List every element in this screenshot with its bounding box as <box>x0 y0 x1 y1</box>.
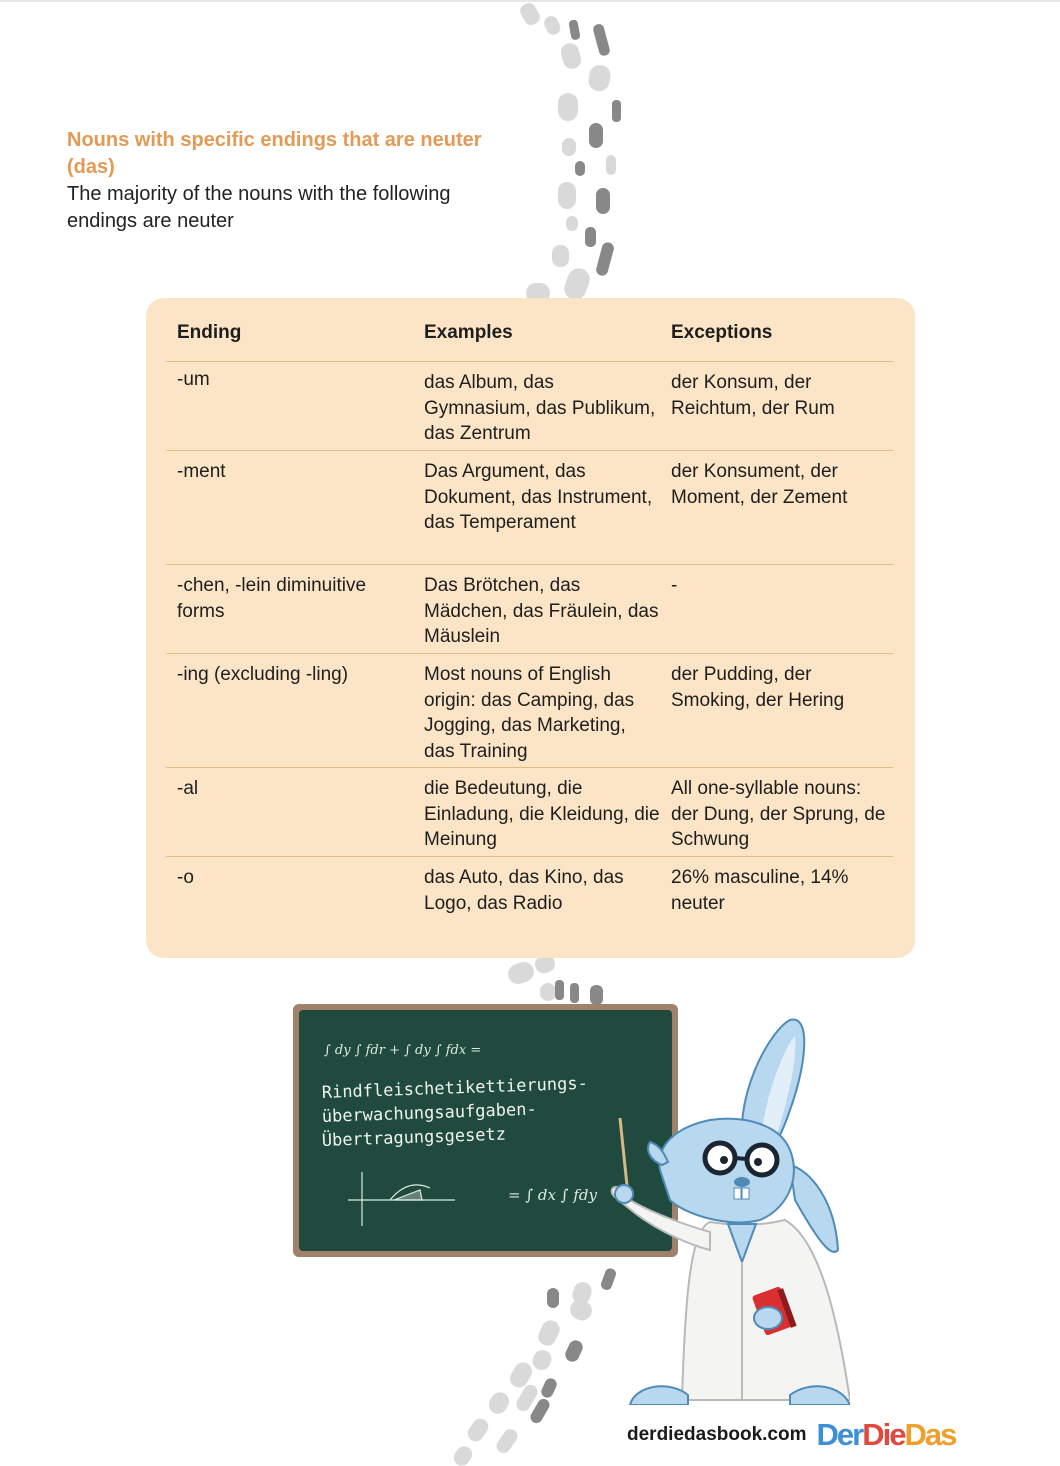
cell-ending: -um <box>177 369 210 390</box>
cell-exceptions: All one-syllable nouns: der Dung, der Sprung, de Schwung <box>671 778 886 850</box>
section-title: Nouns with specific endings that are neuter (das) <box>67 129 482 178</box>
header-examples: Examples <box>424 322 513 343</box>
table-row <box>166 362 893 451</box>
derdiedas-logo <box>817 1417 956 1453</box>
cell-exceptions: der Konsum, der Reichtum, der Rum <box>671 372 835 419</box>
cell-exceptions: der Konsument, der Moment, der Zement <box>671 461 848 508</box>
section-heading <box>67 127 487 235</box>
cell-examples: die Bedeutung, die Einladung, die Kleidung, die Meinung <box>424 778 660 850</box>
professor-bunny-illustration <box>290 1000 850 1405</box>
cell-exceptions: 26% masculine, 14% neuter <box>671 867 849 914</box>
table-row <box>166 857 893 927</box>
cell-ending: -al <box>177 778 199 799</box>
cell-ending: -o <box>177 867 194 888</box>
chalk-word-line-3: Übertragungsgesetz <box>321 1124 507 1151</box>
table-row <box>166 768 893 857</box>
cell-examples: Das Brötchen, das Mädchen, das Fräulein, das Mäuslein <box>424 575 659 647</box>
logo-die: Die <box>862 1417 905 1452</box>
chalk-word-line-2: überwachungsaufgaben- <box>321 1099 537 1127</box>
header-exceptions: Exceptions <box>671 322 773 343</box>
cell-exceptions: der Pudding, der Smoking, der Hering <box>671 664 845 711</box>
logo-der: Der <box>816 1417 863 1452</box>
section-subtitle: The majority of the nouns with the following endings are neuter <box>67 183 451 232</box>
cell-examples: das Auto, das Kino, das Logo, das Radio <box>424 867 624 914</box>
chalk-word-line-1: Rindfleischetikettierungs- <box>321 1073 589 1103</box>
site-link[interactable]: derdiedasbook.com <box>627 1424 807 1445</box>
cell-exceptions: - <box>671 575 678 596</box>
endings-card <box>146 298 915 958</box>
chalk-formula-top: ∫ dy ∫ fdr + ∫ dy ∫ fdx = <box>324 1043 482 1058</box>
cell-ending: -ing (excluding -ling) <box>177 664 349 685</box>
chalk-formula-bottom: = ∫ dx ∫ fdy <box>508 1186 597 1204</box>
header-ending: Ending <box>177 322 242 343</box>
table-row <box>166 451 893 565</box>
cell-examples: Das Argument, das Dokument, das Instrument, das Temperament <box>424 461 653 533</box>
table-row <box>166 654 893 768</box>
table-row <box>166 565 893 654</box>
chalkboard <box>293 1004 678 1257</box>
cell-ending: -ment <box>177 461 226 482</box>
footer <box>627 1415 955 1455</box>
cell-ending: -chen, -lein diminuitive forms <box>177 575 367 622</box>
table-header <box>166 314 893 362</box>
cell-examples: das Album, das Gymnasium, das Publikum, das Zentrum <box>424 372 656 444</box>
endings-table <box>166 314 893 927</box>
cell-examples: Most nouns of English origin: das Camping, das Jogging, das Marketing, das Training <box>424 664 635 762</box>
logo-das: Das <box>904 1417 956 1452</box>
